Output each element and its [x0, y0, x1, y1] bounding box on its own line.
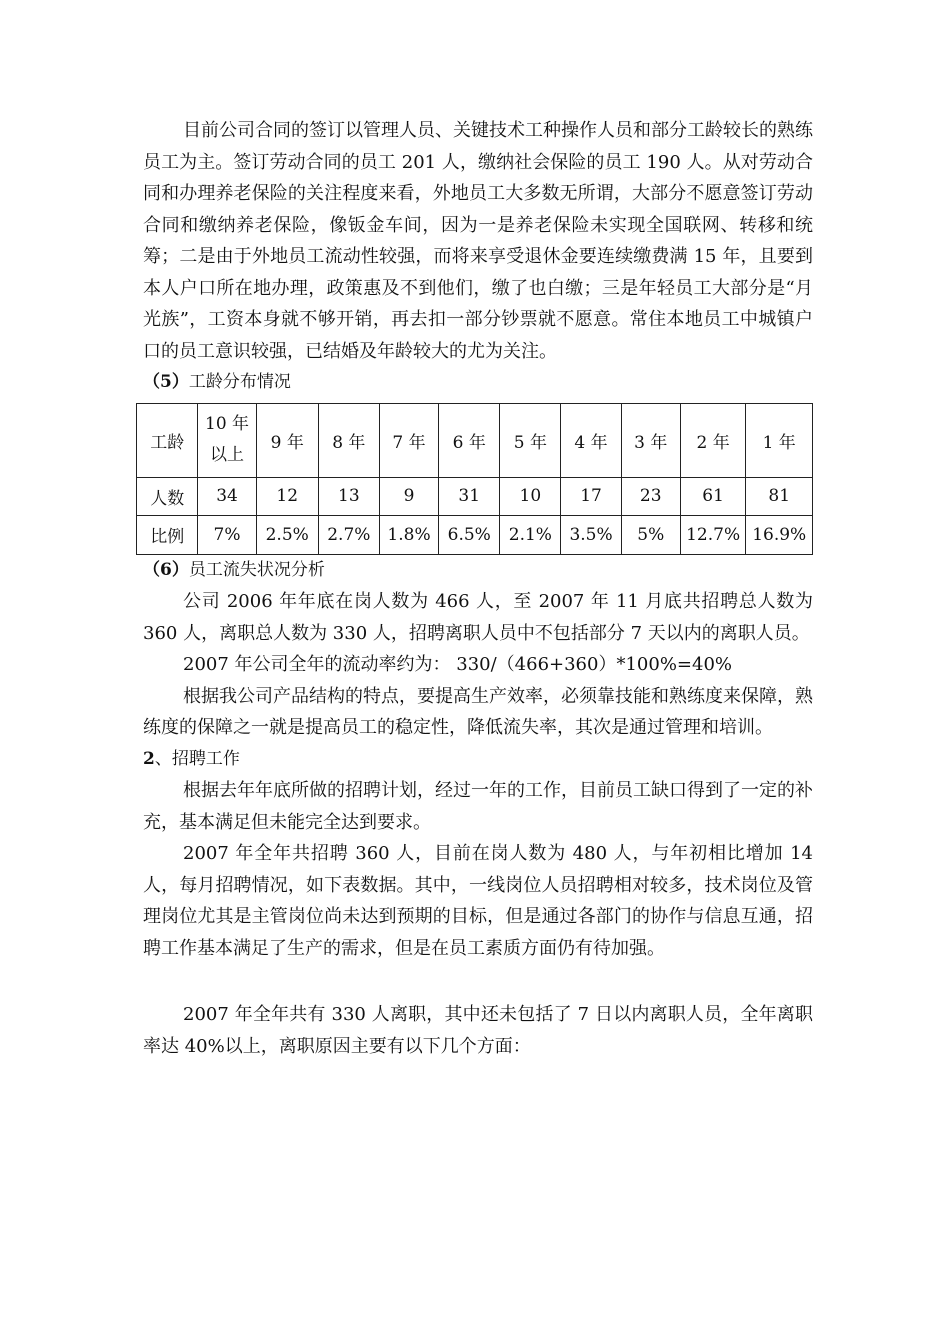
table-row [137, 403, 813, 477]
count-cell: 81 [746, 477, 813, 515]
count-cell: 23 [621, 477, 680, 515]
blank-line [143, 964, 813, 999]
ratio-cell: 2.1% [500, 515, 561, 554]
ratio-cell: 1.8% [379, 515, 438, 554]
count-cell: 10 [500, 477, 561, 515]
section-6-title: 员工流失状况分析 [188, 559, 325, 580]
count-cell: 12 [256, 477, 318, 515]
table-row [137, 515, 813, 554]
paragraph-recruit-2007: 2007 年全年共招聘 360 人，目前在岗人数为 480 人，与年初相比增加 14 人，每月招聘情况，如下表数据。其中，一线岗位人员招聘相对较多，技术岗位及管理岗位尤其是主管岗位尚未达到预期的目标，但是通过各部门的协作与信息互通，招聘工作基本满足了生产的需求，但是在员工素质方面仍有待加强。 [143, 843, 813, 959]
header-cell: 3 年 [621, 403, 680, 477]
ratio-cell: 6.5% [439, 515, 500, 554]
section-5-number: （5） [143, 372, 189, 392]
header-cell: 10 年 以上 [198, 403, 256, 477]
ratio-cell: 3.5% [561, 515, 621, 554]
header-cell: 4 年 [561, 403, 621, 477]
header-cell: 8 年 [318, 403, 379, 477]
header-cell: 5 年 [500, 403, 561, 477]
section-5-heading [143, 367, 813, 399]
paragraph-resignations: 2007 年全年共有 330 人离职，其中还未包括了 7 日以内离职人员，全年离职率达 40%以上，离职原因主要有以下几个方面： [143, 1004, 813, 1057]
section-6-number: （6） [143, 559, 189, 580]
section-2-number: 2 [143, 748, 155, 769]
count-cell: 34 [198, 477, 256, 515]
ratio-cell: 2.7% [318, 515, 379, 554]
ratio-cell: 2.5% [256, 515, 318, 554]
header-cell: 1 年 [746, 403, 813, 477]
row-label-ratio: 比例 [137, 515, 198, 554]
header-cell: 2 年 [680, 403, 746, 477]
paragraph-headcount: 公司 2006 年年底在岗人数为 466 人，至 2007 年 11 月底共招聘总人数为 360 人，离职总人数为 330 人，招聘离职人员中不包括部分 7 天以内的离职人员。 [143, 591, 813, 644]
section-2-title: 、招聘工作 [154, 748, 240, 769]
header-cell: 9 年 [256, 403, 318, 477]
paragraph-stability: 根据我公司产品结构的特点，要提高生产效率，必须靠技能和熟练度来保障，熟练度的保障之一就是提高员工的稳定性，降低流失率，其次是通过管理和培训。 [143, 685, 813, 738]
paragraph-turnover-rate: 2007 年公司全年的流动率约为： 330/（466+360）*100%=40% [183, 654, 733, 675]
section-2-heading [143, 744, 813, 776]
count-cell: 17 [561, 477, 621, 515]
section-5-title: 工龄分布情况 [188, 372, 291, 392]
count-cell: 31 [439, 477, 500, 515]
seniority-table [136, 403, 813, 555]
table-row [137, 477, 813, 515]
ratio-cell: 12.7% [680, 515, 746, 554]
document-page [143, 115, 813, 1062]
count-cell: 9 [379, 477, 438, 515]
header-cell: 6 年 [439, 403, 500, 477]
ratio-cell: 16.9% [746, 515, 813, 554]
paragraph-recruit-plan: 根据去年年底所做的招聘计划，经过一年的工作，目前员工缺口得到了一定的补充，基本满足但未能完全达到要求。 [143, 780, 813, 833]
header-cell: 7 年 [379, 403, 438, 477]
ratio-cell: 7% [198, 515, 256, 554]
ratio-cell: 5% [621, 515, 680, 554]
count-cell: 13 [318, 477, 379, 515]
paragraph-contracts: 目前公司合同的签订以管理人员、关键技术工种操作人员和部分工龄较长的熟练员工为主。签订劳动合同的员工 201 人，缴纳社会保险的员工 190 人。从对劳动合同和办理养老保险的关注程度来看，外地员工大多数无所谓，大部分不愿意签订劳动合同和缴纳养老保险，像钣金车间，因为一是养老保险未实现全国联网、转移和统筹；二是由于外地员工流动性较强，而将来享受退休金要连续缴费满 15 年，且要到本人户口所在地办理，政策惠及不到他们，缴了也白缴；三是年轻员工大部分是“月光族”，工资本身就不够开销，再去扣一部分钞票就不愿意。常住本地员工中城镇户口的员工意识较强，已结婚及年龄较大的尤为关注。 [143, 120, 813, 362]
count-cell: 61 [680, 477, 746, 515]
row-label-seniority: 工龄 [137, 403, 198, 477]
section-6-heading [143, 555, 813, 587]
row-label-count: 人数 [137, 477, 198, 515]
